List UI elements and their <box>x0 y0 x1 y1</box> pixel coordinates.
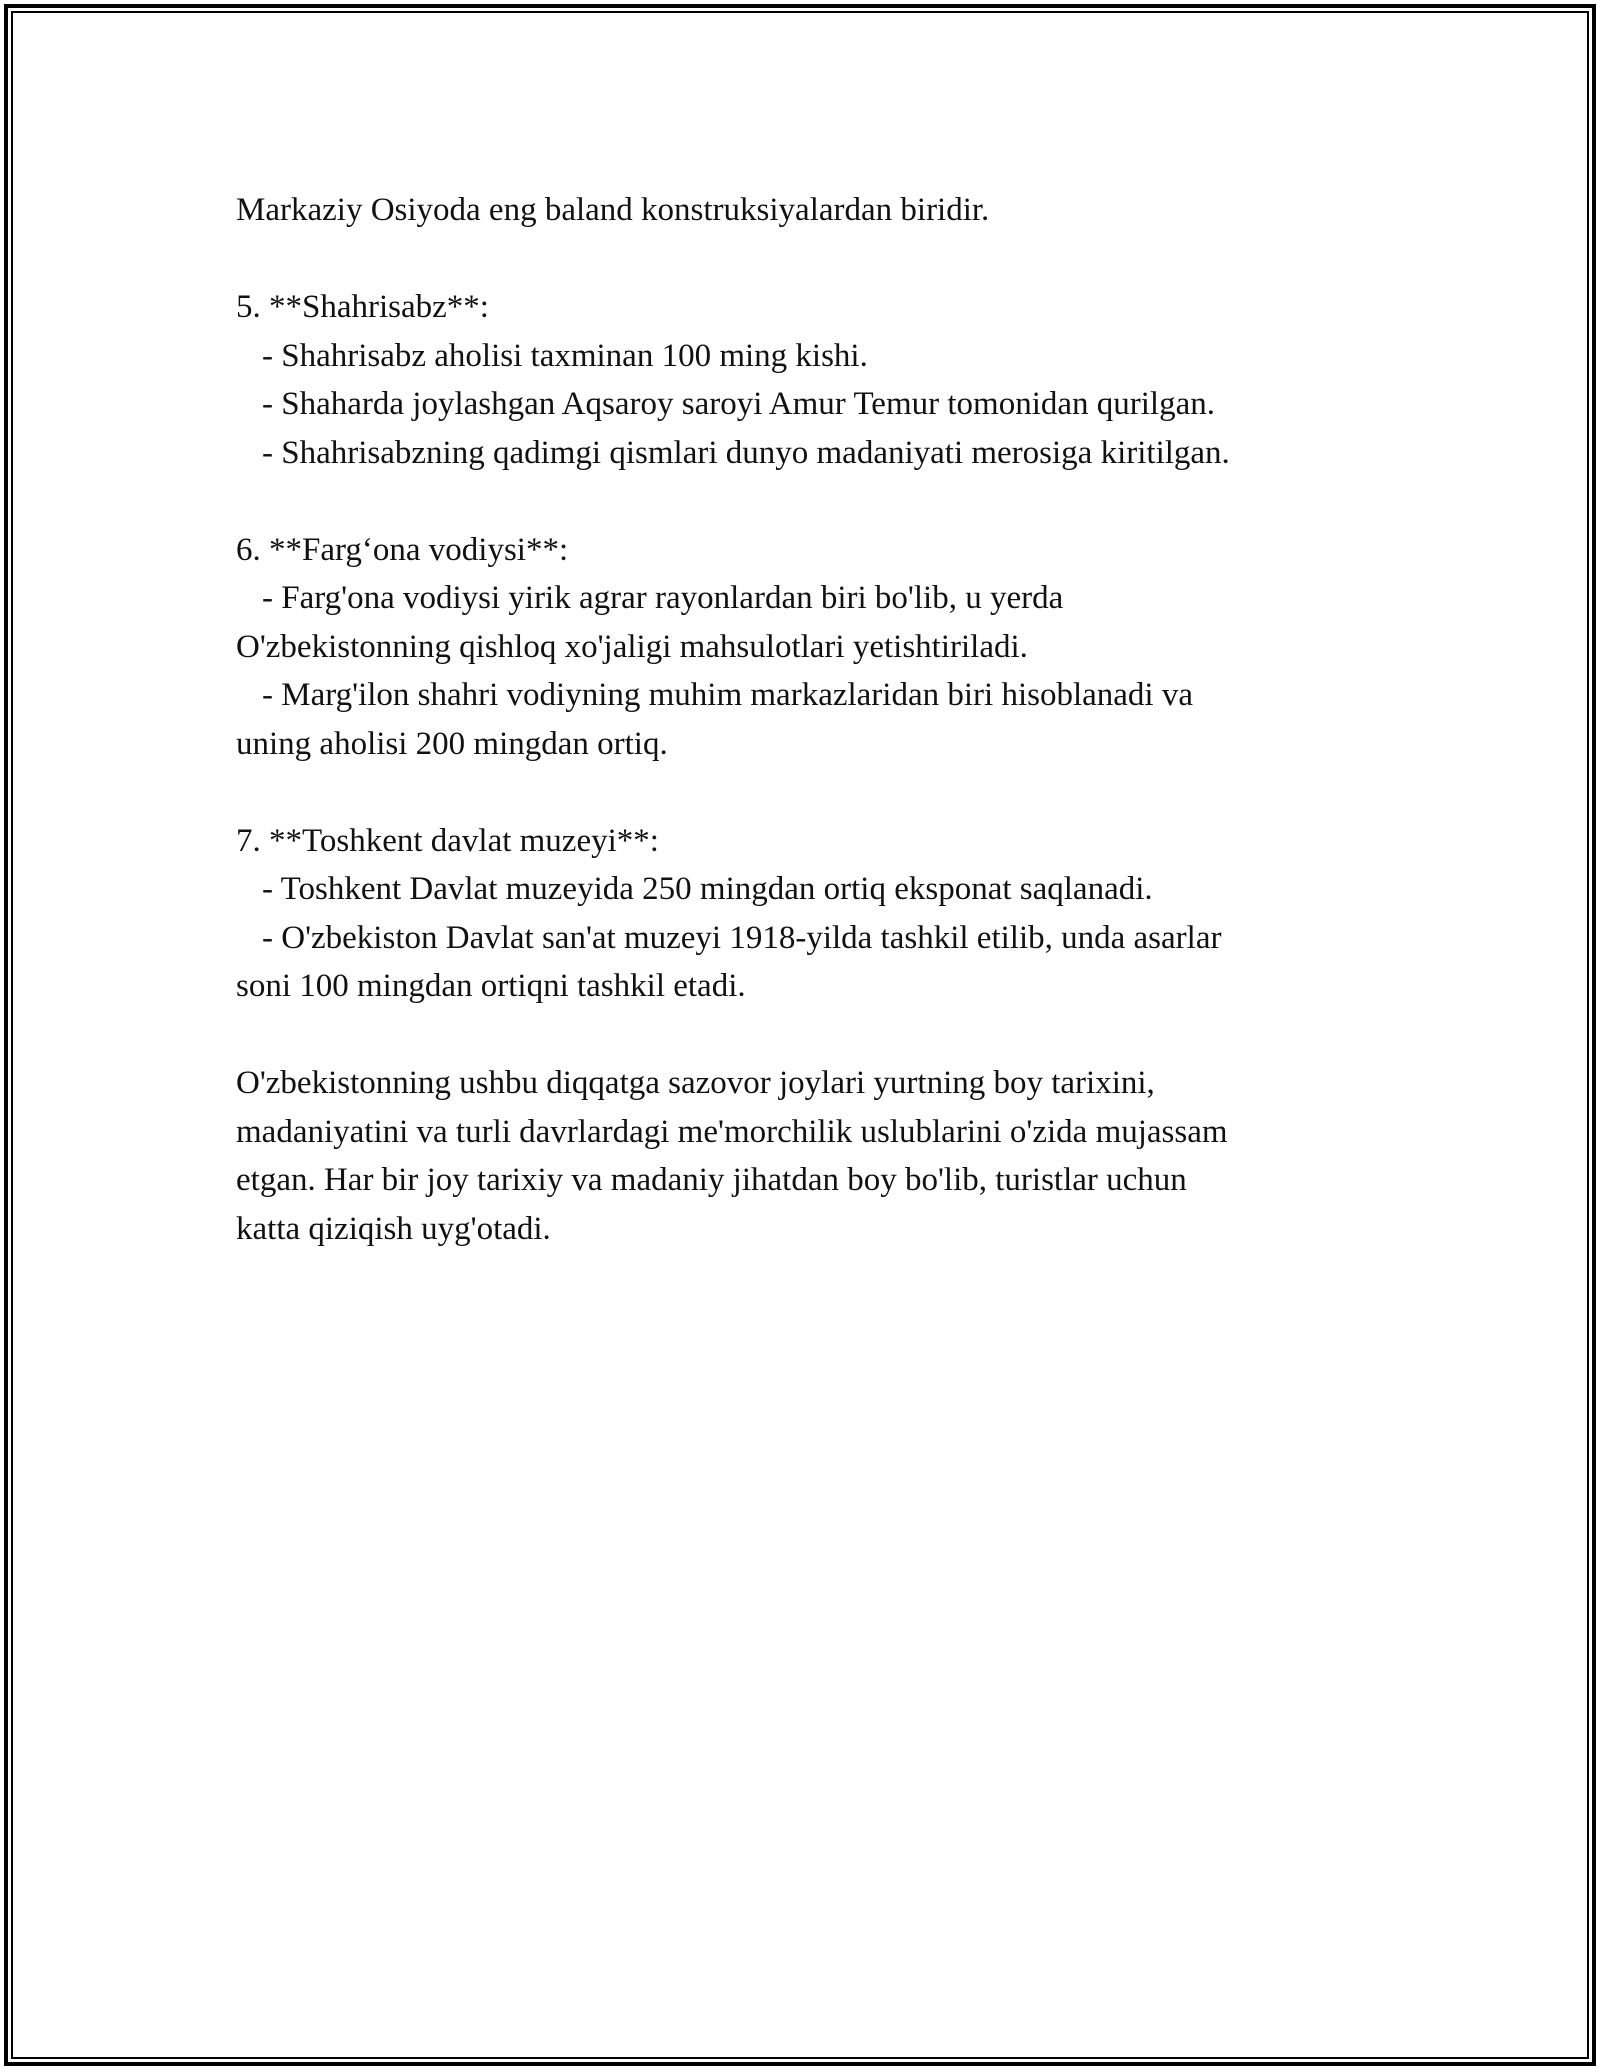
document-body <box>236 186 1356 1253</box>
spacer <box>236 768 1356 817</box>
conclusion-line: katta qiziqish uyg'otadi. <box>236 1210 551 1247</box>
list-item: - Shaharda joylashgan Aqsaroy saroyi Amur Temur tomonidan qurilgan. <box>262 386 1215 422</box>
conclusion-line: etgan. Har bir joy tarixiy va madaniy jihatdan boy bo'lib, turistlar uchun <box>236 1162 1187 1198</box>
conclusion-line: O'zbekistonning ushbu diqqatga sazovor joylari yurtning boy tarixini, <box>236 1065 1155 1101</box>
list-item: - O'zbekiston Davlat san'at muzeyi 1918-yilda tashkil etilib, unda asarlar <box>262 919 1222 956</box>
list-item: - Shahrisabzning qadimgi qismlari dunyo madaniyati merosiga kiritilgan. <box>262 434 1230 471</box>
list-item: - Shahrisabz aholisi taxminan 100 ming kishi. <box>262 337 868 374</box>
list-item-continuation: soni 100 mingdan ortiqni tashkil etadi. <box>236 968 746 1004</box>
spacer <box>236 477 1356 526</box>
section-heading-toshkent: 7. **Toshkent davlat muzeyi**: <box>236 822 659 859</box>
list-item: - Marg'ilon shahri vodiyning muhim markazlaridan biri hisoblanadi va <box>262 677 1193 713</box>
conclusion-line: madaniyatini va turli davrlardagi me'morchilik uslublarini o'zida mujassam <box>236 1113 1228 1150</box>
section-heading-shahrisabz: 5. **Shahrisabz**: <box>236 289 489 325</box>
list-item: - Farg'ona vodiysi yirik agrar rayonlardan biri bo'lib, u yerda <box>262 580 1064 616</box>
list-item: - Toshkent Davlat muzeyida 250 mingdan ortiq eksponat saqlanadi. <box>262 871 1153 907</box>
list-item-continuation: O'zbekistonning qishloq xo'jaligi mahsulotlari yetishtiriladi. <box>236 628 1028 665</box>
spacer <box>236 235 1356 284</box>
intro-line: Markaziy Osiyoda eng baland konstruksiyalardan biridir. <box>236 192 990 228</box>
spacer <box>236 1011 1356 1060</box>
section-heading-fargona: 6. **Farg‘ona vodiysi**: <box>236 531 569 568</box>
list-item-continuation: uning aholisi 200 mingdan ortiq. <box>236 725 668 762</box>
